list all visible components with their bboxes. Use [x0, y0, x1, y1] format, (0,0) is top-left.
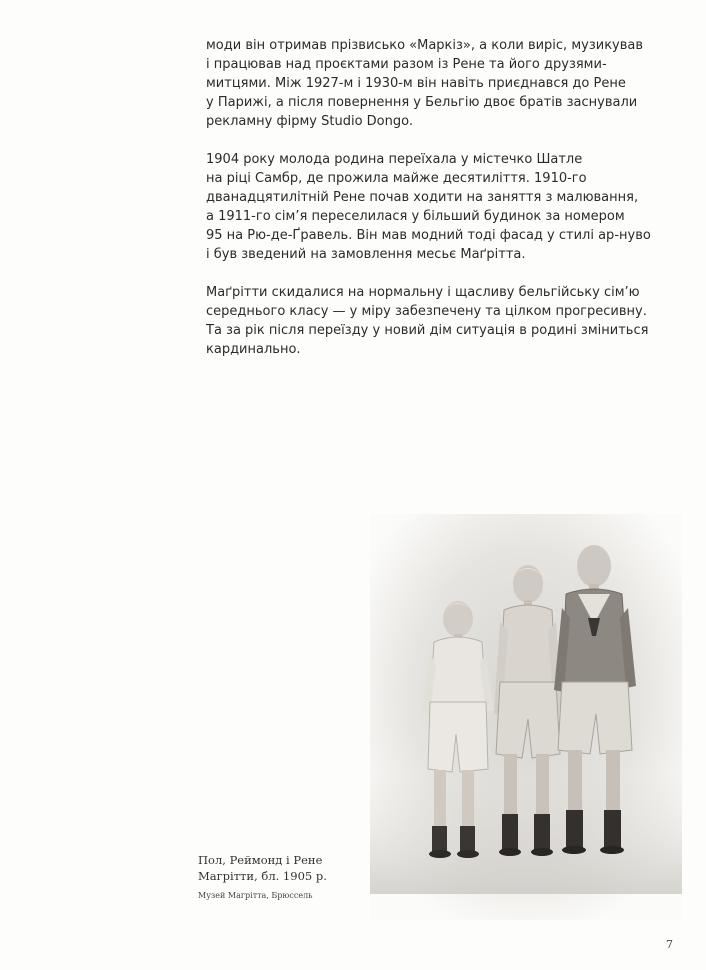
text-line: 1904 року молода родина переїхала у містечко Шатле [206, 152, 583, 167]
text-line: Маґрітти скидалися на нормальну і щасливу бельгійську сім’ю [206, 285, 640, 300]
text-line: і працював над проєктами разом із Рене та його друзями- [206, 57, 607, 72]
text-line: на ріці Самбр, де прожила майже десятиліття. 1910-го [206, 171, 587, 186]
text-line: митцями. Між 1927-м і 1930-м він навіть приєднався до Рене [206, 76, 626, 91]
paragraph-1 [206, 36, 668, 131]
photo-caption [198, 852, 358, 884]
text-line: дванадцятилітній Рене почав ходити на заняття з малювання, [206, 190, 639, 205]
text-line: Та за рік після переїзду у новий дім ситуація в родині зміниться [206, 323, 649, 338]
text-line: рекламну фірму Studio Dongo. [206, 114, 413, 129]
family-photo [370, 514, 682, 920]
text-line: кардинально. [206, 342, 301, 357]
paragraph-3 [206, 283, 668, 359]
page-number: 7 [666, 938, 673, 951]
photo-credit: Музей Магрітта, Брюссель [198, 891, 313, 900]
text-line: і був зведений на замовлення месьє Маґрітта. [206, 247, 526, 262]
text-line: у Парижі, а після повернення у Бельгію двоє братів заснували [206, 95, 638, 110]
body-text [206, 36, 668, 378]
text-line: 95 на Рю-де-Ґравель. Він мав модний тоді фасад у стилі ар-нуво [206, 228, 651, 243]
text-line: середнього класу — у міру забезпечену та цілком прогресивну. [206, 304, 647, 319]
caption-line: Пол, Реймонд і Рене [198, 853, 323, 867]
text-line: а 1911-го сім’я переселилася у більший будинок за номером [206, 209, 625, 224]
paragraph-2 [206, 150, 668, 264]
text-line: моди він отримав прізвисько «Маркіз», а коли виріс, музикував [206, 38, 644, 53]
caption-line: Магрітти, бл. 1905 р. [198, 869, 327, 883]
